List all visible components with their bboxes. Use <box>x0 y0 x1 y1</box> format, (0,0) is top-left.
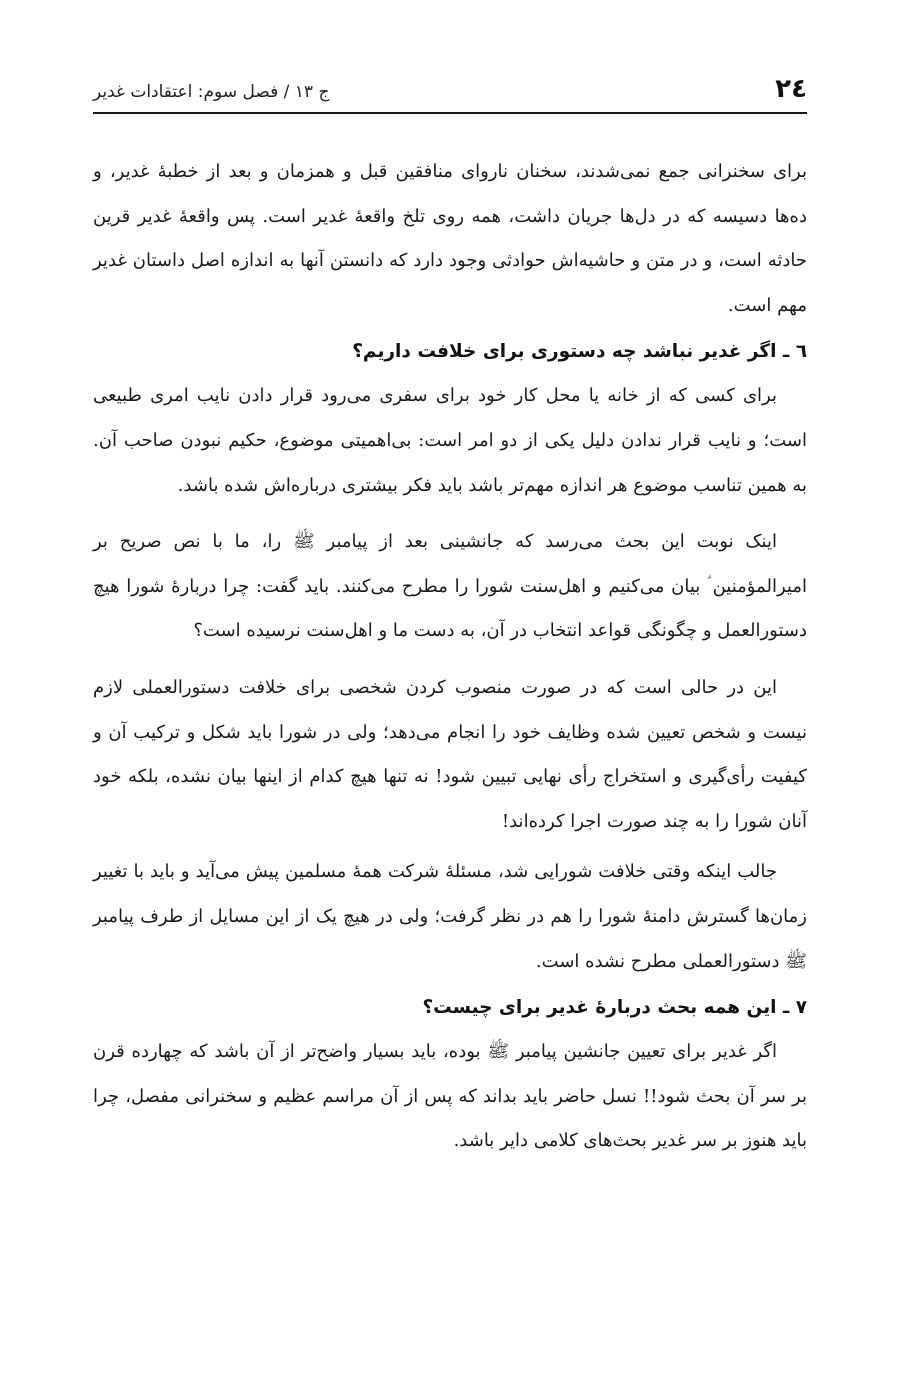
paragraph-2: برای کسی که از خانه یا محل کار خود برای سفری می‌رود قرار دادن نایب امری طبیعی است؛ و نایب قرار ندادن دلیل یکی از دو امر است: بی‌اهمیتی موضوع، حکیم نبودن صاحب آن. به همین تناسب موضوع هر اندازه مهم‌تر باشد باید فکر بیشتری درباره‌اش شده باشد. <box>93 385 807 496</box>
book-page <box>93 0 807 1390</box>
running-title: ج ١٣ / فصل سوم: اعتقادات غدیر <box>93 82 330 102</box>
section-heading-6: ٦ ـ اگر غدیر نباشد چه دستوری برای خلافت داریم؟ <box>352 341 807 363</box>
paragraph-5: جالب اینکه وقتی خلافت شورایی شد، مسئلۀ شرکت همۀ مسلمین پیش می‌آید و باید با تغییر زمان‌ها گسترش دامنۀ شورا را هم در نظر گرفت؛ ولی در هیچ یک از این مسایل از طرف پیامبر ﷺ دستورالعملی مطرح نشده است. <box>93 861 807 972</box>
paragraph-4: این در حالی است که در صورت منصوب کردن شخصی برای خلافت دستورالعملی لازم نیست و شخص تعیین شده وظایف خود را انجام می‌دهد؛ ولی در شورا باید شکل و ترکیب آن و کیفیت رأی‌گیری و استخراج رأی نهایی تبیین شود! نه تنها هیچ کدام از اینها بیان نشده، بلکه خود آنان شورا را به چند صورت اجرا کرده‌اند! <box>93 676 807 832</box>
page-body <box>93 150 807 1164</box>
page-number: ٢٤ <box>775 74 807 104</box>
page-header <box>93 72 807 114</box>
paragraph-3: اینک نوبت این بحث می‌رسد که جانشینی بعد از پیامبر ﷺ را، ما با نص صریح بر امیرالمؤمنین ؑ بیان می‌کنیم و اهل‌سنت شورا را مطرح می‌کنند. باید گفت: چرا دربارۀ شورا هیچ دستورالعمل و چگونگی قواعد انتخاب در آن، به دست ما و اهل‌سنت نرسیده است؟ <box>93 531 807 642</box>
section-heading-7: ٧ ـ این همه بحث دربارۀ غدیر برای چیست؟ <box>422 997 807 1019</box>
paragraph-6: اگر غدیر برای تعیین جانشین پیامبر ﷺ بوده، باید بسیار واضح‌تر از آن باشد که چهارده قرن بر سر آن بحث شود!! نسل حاضر باید بداند که پس از آن مراسم عظیم و سخنرانی مفصل، چرا باید هنوز بر سر غدیر بحث‌های کلامی دایر باشد. <box>93 1041 807 1152</box>
paragraph-1: برای سخنرانی جمع نمی‌شدند، سخنان ناروای منافقین قبل و همزمان و بعد از خطبۀ غدیر، و ده‌ها دسیسه که در دل‌ها جریان داشت، همه روی تلخ واقعۀ غدیر است. پس واقعۀ غدیر قرین حادثه است، و در متن و حاشیه‌اش حوادثی وجود دارد که دانستن آنها به اندازه اصل داستان غدیر مهم است. <box>93 161 807 316</box>
